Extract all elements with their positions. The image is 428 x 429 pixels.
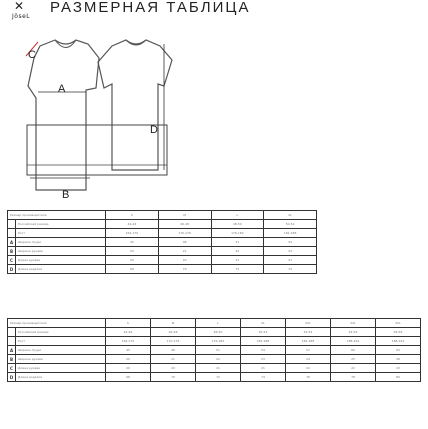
table-row — [8, 265, 317, 274]
row-letter: D — [8, 265, 16, 274]
table-cell: 25 — [331, 355, 376, 364]
table-row — [8, 238, 317, 247]
table-cell: 164-170 — [106, 229, 159, 238]
row-label: Рост — [16, 337, 106, 346]
label-c: C — [28, 49, 36, 61]
table-row — [8, 346, 421, 355]
table-cell: 182-188 — [286, 337, 331, 346]
header-cell: M — [151, 319, 196, 328]
row-label: Российский размер — [16, 220, 106, 229]
table-cell: 188-194 — [331, 337, 376, 346]
row-label: Рост — [16, 229, 106, 238]
table-cell: 78 — [331, 373, 376, 382]
table-cell: 20 — [158, 256, 211, 265]
table-cell: 20 — [106, 364, 151, 373]
header-cell: S — [106, 319, 151, 328]
table-cell: 44-46 — [106, 220, 159, 229]
table-cell: 176-182 — [211, 229, 264, 238]
table-cell: 48 — [151, 346, 196, 355]
table-cell: 46-48 — [151, 328, 196, 337]
table-cell: 44-46 — [106, 328, 151, 337]
table-row — [8, 220, 317, 229]
header-cell: 3XL — [331, 319, 376, 328]
table-cell: 23 — [264, 247, 317, 256]
table-cell: 23 — [376, 364, 421, 373]
header-cell: Размер производителя — [8, 211, 106, 220]
header-cell: XL — [241, 319, 286, 328]
table-cell: 21 — [196, 364, 241, 373]
table-cell: 54-56 — [331, 328, 376, 337]
table-cell: 51 — [211, 238, 264, 247]
table-row — [8, 229, 317, 238]
table-cell: 57 — [286, 346, 331, 355]
row-label: Длина рукава — [16, 364, 106, 373]
table-cell: 20 — [106, 256, 159, 265]
table-cell: 22 — [196, 355, 241, 364]
table-row — [8, 247, 317, 256]
table-cell: 70 — [151, 373, 196, 382]
row-label: Ширина груди — [16, 238, 106, 247]
tshirt-back-outline — [98, 40, 172, 170]
table-cell: 56-58 — [376, 328, 421, 337]
table-cell: 52-54 — [286, 328, 331, 337]
table-cell: 48 — [158, 238, 211, 247]
table-cell: 63 — [376, 346, 421, 355]
table-row — [8, 364, 421, 373]
table-cell: 72 — [211, 265, 264, 274]
table-row — [8, 337, 421, 346]
table-cell: 68 — [106, 265, 159, 274]
table-cell: 46-48 — [158, 220, 211, 229]
table-cell: 50-52 — [241, 328, 286, 337]
row-label: Длина рукава — [16, 256, 106, 265]
table-cell: 72 — [196, 373, 241, 382]
table-cell: 70 — [158, 265, 211, 274]
row-letter: C — [8, 364, 16, 373]
table-cell: 54 — [241, 346, 286, 355]
table-cell: 68 — [106, 373, 151, 382]
table-cell: 164-170 — [106, 337, 151, 346]
table-cell: 21 — [151, 355, 196, 364]
table-cell: 176-182 — [196, 337, 241, 346]
label-a: A — [58, 83, 66, 95]
table-cell: 50-52 — [264, 220, 317, 229]
header-cell: Размер производителя — [8, 319, 106, 328]
row-label: Ширина рукава — [16, 355, 106, 364]
brand-name: ЈӧѕеL — [12, 13, 31, 20]
row-label: Российский размер — [16, 328, 106, 337]
table-cell: 21 — [241, 364, 286, 373]
table-cell: 74 — [241, 373, 286, 382]
table-cell: 45 — [106, 238, 159, 247]
table-row — [8, 328, 421, 337]
table-cell: 182-188 — [241, 337, 286, 346]
table-row — [8, 355, 421, 364]
table-cell: 51 — [196, 346, 241, 355]
header-cell: S — [106, 211, 159, 220]
table-cell: 22 — [286, 364, 331, 373]
table-cell: 20 — [106, 355, 151, 364]
table-cell: 48-50 — [196, 328, 241, 337]
row-letter: A — [8, 238, 16, 247]
table-cell: 26 — [376, 355, 421, 364]
table-row — [8, 256, 317, 265]
table-cell: 21 — [211, 256, 264, 265]
row-letter: B — [8, 355, 16, 364]
header-cell: 4XL — [376, 319, 421, 328]
table-cell: 54 — [264, 238, 317, 247]
header-cell: L — [211, 211, 264, 220]
table-cell: 48-50 — [211, 220, 264, 229]
table-cell: 170-176 — [158, 229, 211, 238]
table-cell: 22 — [211, 247, 264, 256]
table-cell: 20 — [151, 364, 196, 373]
table-cell: 80 — [376, 373, 421, 382]
page-title: РАЗМЕРНАЯ ТАБЛИЦА — [50, 0, 251, 16]
table-cell: 74 — [264, 265, 317, 274]
table-cell: 182-188 — [264, 229, 317, 238]
row-label: Длина изделия — [16, 373, 106, 382]
row-label: Ширина рукава — [16, 247, 106, 256]
label-b: B — [62, 189, 70, 201]
size-table-2 — [7, 318, 421, 382]
table-cell: 188-194 — [376, 337, 421, 346]
row-letter — [8, 220, 16, 229]
diagram-frame — [27, 125, 167, 175]
brand-mark-icon: ✕ — [14, 0, 25, 13]
table-cell: 21 — [264, 256, 317, 265]
header-cell: L — [196, 319, 241, 328]
row-letter: D — [8, 373, 16, 382]
row-letter — [8, 229, 16, 238]
table-cell: 23 — [241, 355, 286, 364]
row-label: Ширина груди — [16, 346, 106, 355]
table-cell: 76 — [286, 373, 331, 382]
table-cell: 20 — [106, 247, 159, 256]
table-row — [8, 373, 421, 382]
header-cell: M — [158, 211, 211, 220]
row-letter: B — [8, 247, 16, 256]
table-cell: 24 — [286, 355, 331, 364]
table-cell: 21 — [158, 247, 211, 256]
table-header-row — [8, 319, 421, 328]
tshirt-front-outline — [28, 40, 99, 190]
row-letter: A — [8, 346, 16, 355]
row-letter — [8, 328, 16, 337]
table-cell: 22 — [331, 364, 376, 373]
header-cell: 2XL — [286, 319, 331, 328]
table-header-row — [8, 211, 317, 220]
header-cell: XL — [264, 211, 317, 220]
table-cell: 60 — [331, 346, 376, 355]
tshirt-measurement-diagram — [0, 0, 428, 205]
table-cell: 45 — [106, 346, 151, 355]
label-d: D — [150, 124, 158, 136]
row-letter: C — [8, 256, 16, 265]
row-letter — [8, 337, 16, 346]
table-cell: 170-176 — [151, 337, 196, 346]
size-table-1 — [7, 210, 317, 274]
row-label: Длина изделия — [16, 265, 106, 274]
